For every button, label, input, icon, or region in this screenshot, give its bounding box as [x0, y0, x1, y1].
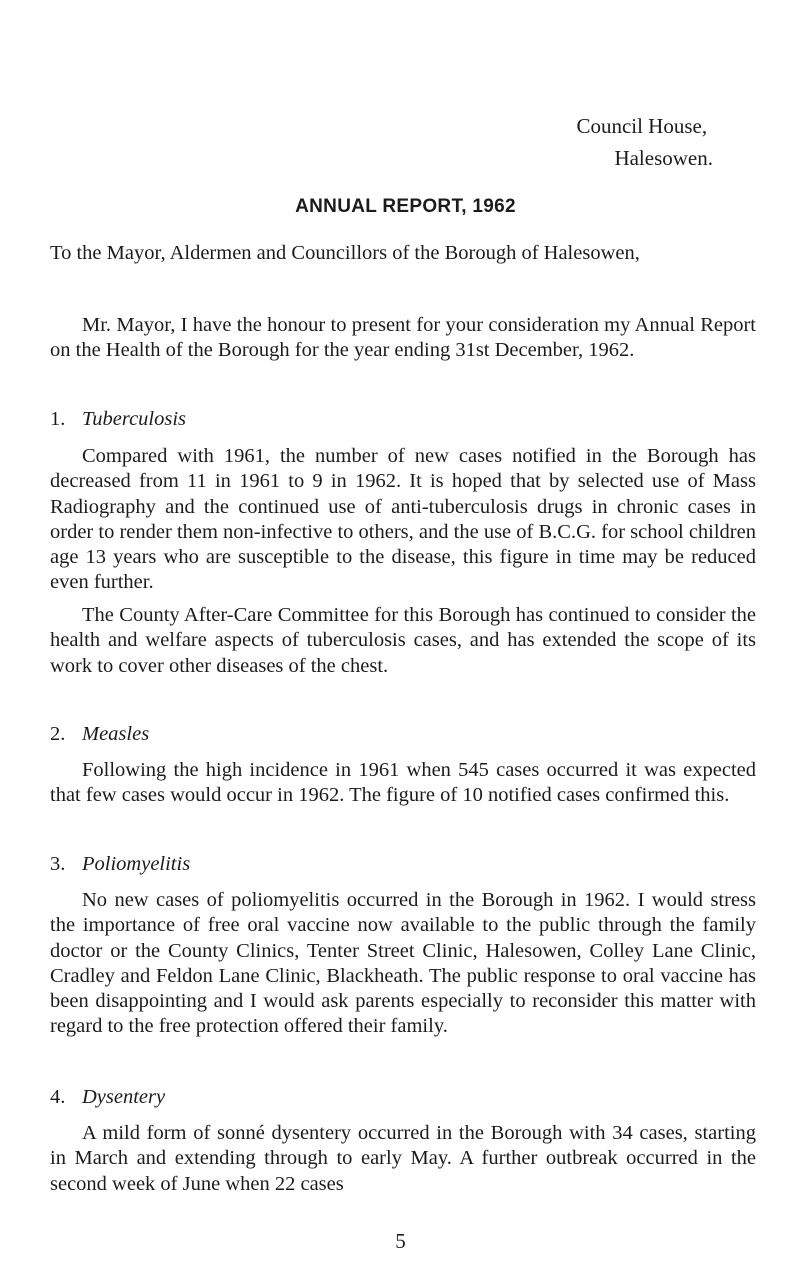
section-title: Measles [82, 723, 150, 745]
tuberculosis-paragraph-1: Compared with 1961, the number of new cases notified in the Borough has decreased from 11 in 1961 to 9 in 1962. It is hoped that by selected use of Mass Radiography and the continued use of anti-tuberculosis drugs in chronic cases in order to render them non-infective to others, and the use of B.C.G. for school children age 13 years who are susceptible to the disease, this figure in time may be reduced even further. [50, 445, 756, 594]
dysentery-paragraph: A mild form of sonné dysentery occurred in the Borough with 34 cases, starting in March and extending through to early May. A further outbreak occurred in the second week of June when 22 cases [50, 1122, 756, 1195]
section-number: 2. [50, 723, 66, 745]
section-title: Dysentery [82, 1086, 166, 1108]
section-title: Poliomyelitis [82, 853, 191, 875]
section-title: Tuberculosis [82, 408, 187, 430]
section-number: 3. [50, 853, 66, 875]
section-number: 1. [50, 408, 66, 430]
section-number: 4. [50, 1086, 66, 1108]
section-heading-dysentery [50, 1086, 165, 1109]
page-number: 5 [395, 1229, 406, 1253]
section-heading-tuberculosis [50, 408, 186, 431]
measles-paragraph: Following the high incidence in 1961 when 545 cases occurred it was expected that few cases would occur in 1962. The figure of 10 notified cases confirmed this. [50, 759, 756, 807]
address-line-1: Council House, [576, 114, 708, 138]
address-block [576, 110, 713, 174]
poliomyelitis-paragraph: No new cases of poliomyelitis occurred in the Borough in 1962. I would stress the importance of free oral vaccine now available to the public through the family doctor or the County Clinics, Tenter Street Clinic, Halesowen, Colley Lane Clinic, Cradley and Feldon Lane Clinic, Blackheath. The public response to oral vaccine has been disappointing and I would ask parents especially to reconsider this matter with regard to the free protection offered their family. [50, 889, 756, 1038]
tuberculosis-paragraph-2: The County After-Care Committee for this Borough has continued to consider the health and welfare aspects of tuberculosis cases, and has extended the scope of its work to cover other diseases of the chest. [50, 604, 756, 677]
address-line-2: Halesowen. [614, 146, 713, 170]
section-heading-measles [50, 723, 149, 746]
salutation-text: To the Mayor, Aldermen and Councillors of the Borough of Halesowen, [50, 242, 640, 264]
report-title: ANNUAL REPORT, 1962 [295, 196, 516, 217]
section-heading-poliomyelitis [50, 853, 190, 876]
salutation [50, 241, 756, 266]
intro-paragraph: Mr. Mayor, I have the honour to present for your consideration my Annual Report on the Health of the Borough for the year ending 31st December, 1962. [50, 314, 756, 362]
